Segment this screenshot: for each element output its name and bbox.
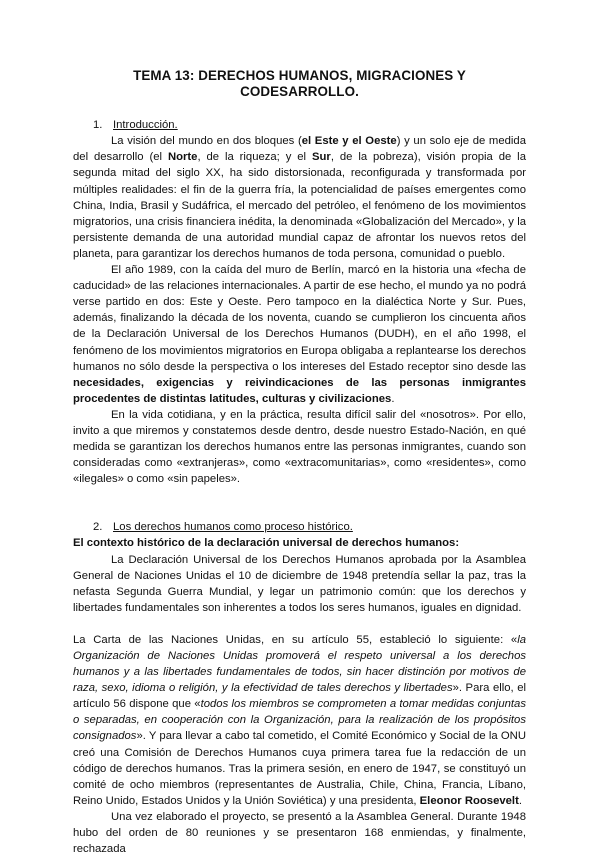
bold-text: necesidades, exigencias y reivindicaciones de las personas inmigrantes procedentes de distintas latitudes, culturas y civilizaciones	[73, 376, 526, 405]
paragraph: La Declaración Universal de los Derechos Humanos aprobada por la Asamblea General de Naciones Unidas el 10 de diciembre de 1948 pretendía sellar la paz, tras la nefasta Segunda Guerra Mundial, y legar un patrimonio común: que los derechos y libertades fundamentales son inherentes a todos los seres humanos, iguales en dignidad.	[73, 553, 526, 614]
bold-text: Norte	[167, 151, 198, 164]
bold-text: Eleonor Roosevelt	[419, 794, 519, 807]
paragraph: El año 1989, con la caída del muro de Berlín, marcó en la historia una «fecha de caducidad» de las relaciones internacionales. A partir de ese hecho, el mundo ya no podrá verse partido en dos: Este y Oeste. Pero tampoco en la dialéctica Norte y Sur. Pues, además, finalizando la década de los noventa, cuando se cumplieron los cincuenta años de la Declaración Universal de los Derechos Humanos (DUDH), en el año 1998, el fenómeno de los movimientos migratorios en Europa obligaba a replantearse los derechos humanos no sólo desde la perspectiva o los intereses del Estado receptor sino desde las necesidades, exigencias y reivindicaciones de las personas inmigrantes procedentes de distintas latitudes, culturas y civilizaciones.	[73, 264, 526, 405]
section-title: Introducción.	[113, 119, 178, 132]
page-title: TEMA 13: DERECHOS HUMANOS, MIGRACIONES Y CODESARROLLO.	[133, 68, 466, 100]
section-number: 2.	[93, 521, 103, 534]
paragraph: La visión del mundo en dos bloques (el Este y el Oeste) y un solo eje de medida del desarrollo (el Norte, de la riqueza; y el Sur, de la pobreza), visión propia de la segunda mitad del siglo XX, ha sido distorsionada, reconfigurada y transformada por múltiples realidades: el fin de la guerra fría, la potencialidad de países emergentes como China, India, Brasil y Sudáfrica, el mercado del petróleo, el fenómeno de los movimientos migratorios, una crisis financiera inédita, la denominada «Globalización del Mercado», y la persistente demanda de una autoridad mundial capaz de afrontar los nuevos retos del planeta, para garantizar los derechos humanos de toda persona, comunidad o pueblo.	[73, 135, 526, 260]
bold-text: Sur	[311, 151, 331, 164]
section-title: Los derechos humanos como proceso histórico.	[113, 521, 353, 534]
section-number: 1.	[93, 119, 103, 132]
bold-text: el Este y el Oeste	[301, 135, 397, 148]
italic-quote: la Organización de Naciones Unidas promoverá el respeto universal a los derechos humanos y a las libertades fundamentales de todos, sin hacer distinción por motivos de raza, sexo, idioma o religión, y la efectividad de tales derechos y libertades	[73, 633, 526, 695]
section-heading-introduccion	[93, 117, 526, 133]
section-heading-proceso-historico	[93, 519, 526, 535]
paragraph: La Carta de las Naciones Unidas, en su artículo 55, estableció lo siguiente: «la Organización de Naciones Unidas promoverá el respeto universal a los derechos humanos y a las libertades fundamentales de todos, sin hacer distinción por motivos de raza, sexo, idioma o religión, y la efectividad de tales derechos y libertades». Para ello, el artículo 56 dispone que «todos los miembros se comprometen a tomar medidas conjuntas o separadas, en cooperación con la Organización, para la realización de los propósitos consignados». Y para llevar a cabo tal cometido, el Comité Económico y Social de la ONU creó una Comisión de Derechos Humanos cuya primera tarea fue la redacción de un código de derechos humanos. Tras la primera sesión, en enero de 1947, se constituyó un comité de ocho miembros (representantes de Australia, Chile, China, Francia, Líbano, Reino Unido, Estados Unidos y la Unión Soviética) y una presidenta, Eleonor Roosevelt.	[73, 633, 527, 807]
subheading: El contexto histórico de la declaración universal de derechos humanos:	[73, 537, 460, 550]
italic-quote: todos los miembros se comprometen a tomar medidas conjuntas o separadas, en cooperación con la Organización, para la realización de los propósitos consignados	[73, 698, 526, 743]
document-page	[73, 68, 526, 857]
paragraph: Una vez elaborado el proyecto, se presentó a la Asamblea General. Durante 1948 hubo del orden de 80 reuniones y se presentaron 168 enmiendas, y finalmente, rechazada	[73, 810, 526, 856]
paragraph: En la vida cotidiana, y en la práctica, resulta difícil salir del «nosotros». Por ello, invito a que miremos y constatemos desde dentro, desde nuestro Estado-Nación, en qué medida se garantizan los derechos humanos entre las personas inmigrantes, cuando son consideradas como «extranjeras», como «extracomunitarias», como «residentes», como «ilegales» o como «sin papeles».	[73, 408, 526, 486]
